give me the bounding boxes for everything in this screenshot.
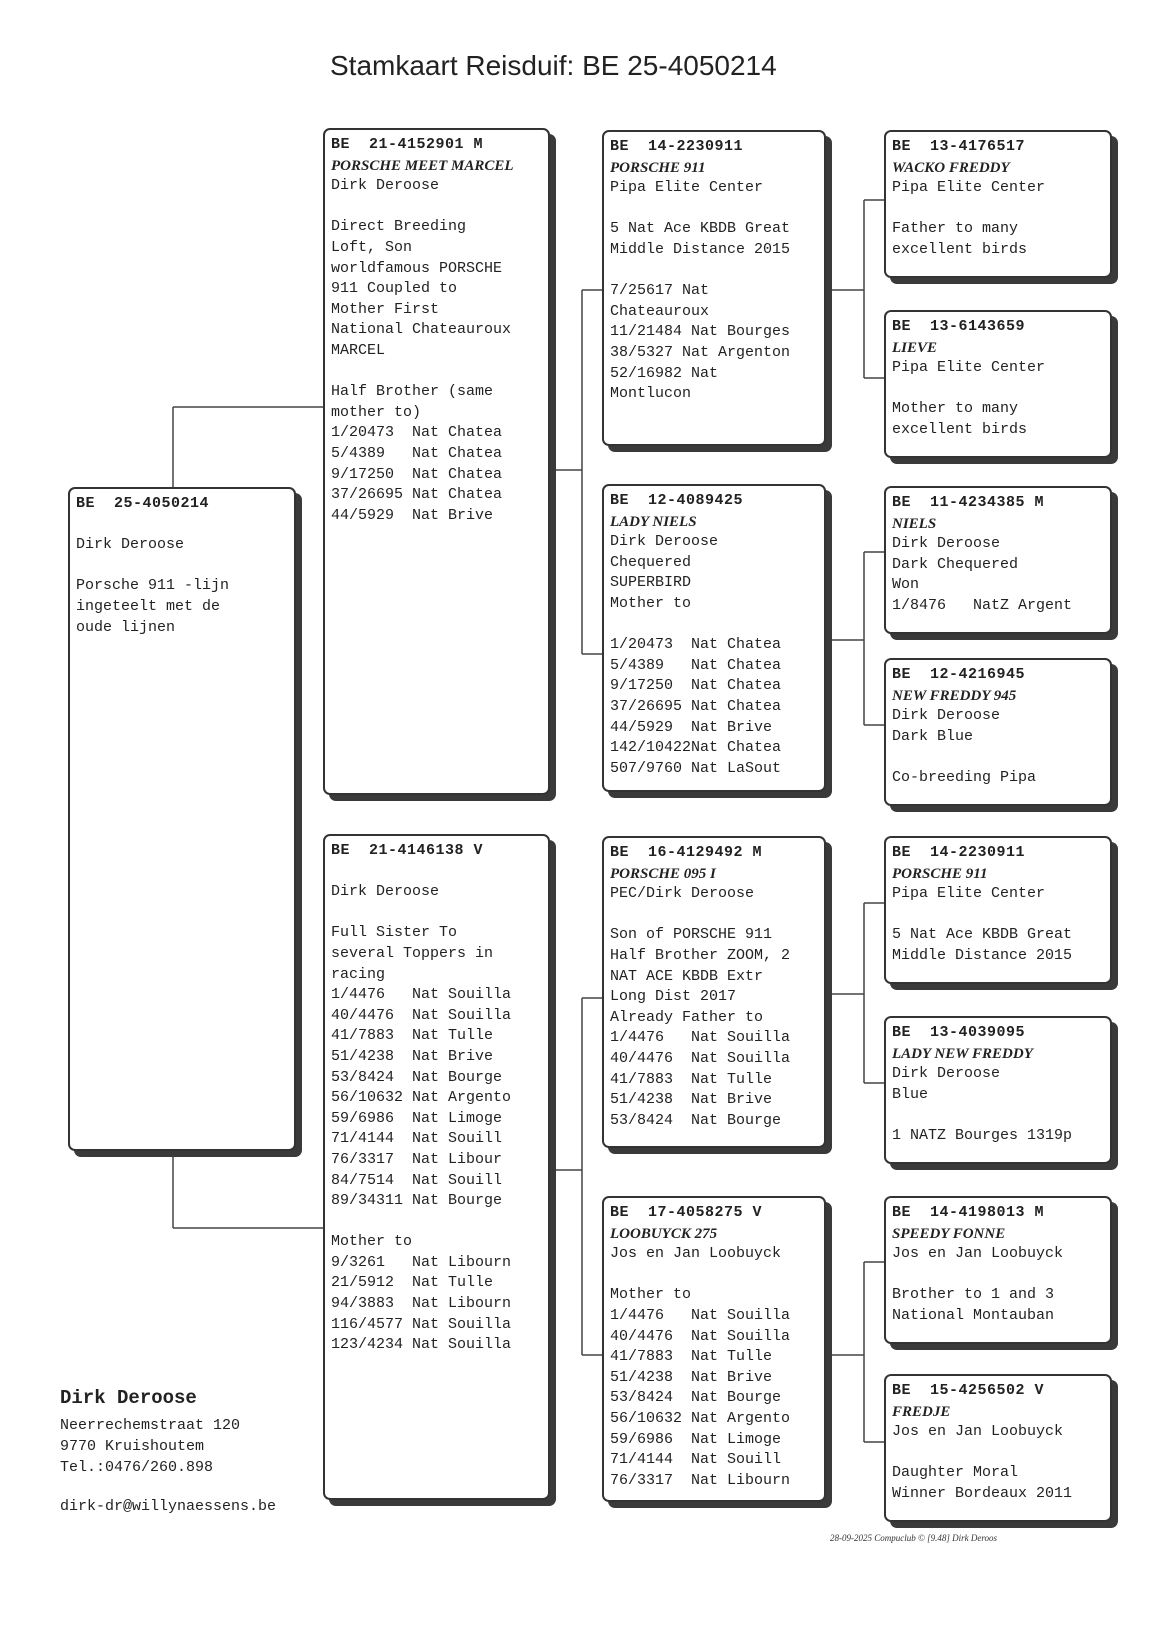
pedigree-card-ffm[interactable] (884, 310, 1112, 458)
card-line: National Montauban (892, 1306, 1055, 1324)
card-line: 9/17250 Nat Chatea (331, 465, 503, 483)
pedigree-card-mm[interactable] (602, 1196, 826, 1502)
card-line: 44/5929 Nat Brive (331, 506, 494, 524)
card-line: 911 Coupled to (331, 280, 458, 298)
card-line: 52/16982 Nat (610, 364, 719, 382)
card-line: 53/8424 Nat Bourge (610, 1389, 782, 1407)
card-line: 1/4476 Nat Souilla (610, 1306, 791, 1324)
card-line: 56/10632 Nat Argento (610, 1409, 791, 1427)
pedigree-card-father[interactable] (323, 128, 550, 795)
ring-number: BE 12-4089425 (610, 492, 744, 509)
breeder-name: Dirk Deroose (60, 1387, 197, 1409)
card-line: 76/3317 Nat Libour (331, 1150, 503, 1168)
ring-number: BE 12-4216945 (892, 666, 1026, 683)
card-line: Son of PORSCHE 911 (610, 926, 773, 944)
card-line: 11/21484 Nat Bourges (610, 323, 791, 341)
pigeon-name: NEW FREDDY 945 (892, 687, 1017, 704)
card-line: Mother to (610, 594, 692, 612)
card-line: Brother to 1 and 3 (892, 1286, 1055, 1304)
card-line: 40/4476 Nat Souilla (331, 1006, 512, 1024)
card-line: Direct Breeding (331, 218, 467, 236)
card-line: oude lijnen (76, 618, 176, 636)
card-line: Jos en Jan Loobuyck (892, 1423, 1064, 1441)
card-line: Half Brother (same (331, 383, 494, 401)
card-line: 51/4238 Nat Brive (610, 1091, 773, 1109)
pedigree-card-mmf[interactable] (884, 1196, 1112, 1344)
card-line: Dirk Deroose (331, 883, 440, 901)
card-line: 37/26695 Nat Chatea (331, 486, 503, 504)
card-line: 71/4144 Nat Souill (610, 1451, 782, 1469)
ring-number: BE 25-4050214 (76, 495, 210, 512)
pigeon-name: LADY NEW FREDDY (892, 1045, 1033, 1062)
pedigree-card-mother[interactable] (323, 834, 550, 1500)
card-line: 89/34311 Nat Bourge (331, 1192, 503, 1210)
ring-number: BE 21-4146138 V (331, 842, 484, 859)
pigeon-name: PORSCHE 095 I (610, 865, 716, 882)
card-line (610, 905, 818, 926)
card-line: 59/6986 Nat Limoge (331, 1109, 503, 1127)
card-line: Daughter Moral (892, 1464, 1019, 1482)
ring-number: BE 14-2230911 (892, 844, 1026, 861)
card-line (76, 556, 288, 577)
card-line: Chequered (610, 553, 692, 571)
ring-number: BE 13-4176517 (892, 138, 1026, 155)
ring-number: BE 17-4058275 V (610, 1204, 763, 1221)
card-line: Mother to (331, 1233, 413, 1251)
card-line (331, 903, 542, 924)
card-line: 40/4476 Nat Souilla (610, 1049, 791, 1067)
ring-number: BE 15-4256502 V (892, 1382, 1045, 1399)
card-line: Full Sister To (331, 924, 458, 942)
card-line: Pipa Elite Center (892, 885, 1046, 903)
card-line: Long Dist 2017 (610, 988, 737, 1006)
card-line: 94/3883 Nat Libourn (331, 1295, 512, 1313)
card-line (892, 747, 1104, 768)
card-line: National Chateauroux (331, 321, 512, 339)
card-line: 56/10632 Nat Argento (331, 1089, 512, 1107)
card-line: 44/5929 Nat Brive (610, 718, 773, 736)
card-line: Dark Blue (892, 727, 974, 745)
card-line: Dirk Deroose (892, 707, 1001, 725)
ring-number: BE 16-4129492 M (610, 844, 763, 861)
pigeon-name: PORSCHE 911 (892, 865, 988, 882)
pigeon-name: PORSCHE 911 (610, 159, 706, 176)
card-line: Jos en Jan Loobuyck (892, 1245, 1064, 1263)
card-line: 1/4476 Nat Souilla (610, 1029, 791, 1047)
card-line: 7/25617 Nat (610, 282, 710, 300)
card-line: Middle Distance 2015 (892, 946, 1073, 964)
card-line: Half Brother ZOOM, 2 (610, 946, 791, 964)
card-line: mother to) (331, 403, 422, 421)
pedigree-card-mmm[interactable] (884, 1374, 1112, 1522)
pedigree-card-mf[interactable] (602, 836, 826, 1148)
card-line (892, 1105, 1104, 1126)
card-line: Pipa Elite Center (892, 179, 1046, 197)
card-line: 51/4238 Nat Brive (331, 1047, 494, 1065)
card-line: Dirk Deroose (892, 1065, 1001, 1083)
pedigree-card-mfm[interactable] (884, 1016, 1112, 1164)
card-line (892, 905, 1104, 926)
card-line: several Toppers in (331, 944, 494, 962)
card-line: 9/17250 Nat Chatea (610, 677, 782, 695)
card-line: Dirk Deroose (892, 535, 1001, 553)
pedigree-card-fmf[interactable] (884, 486, 1112, 634)
card-line: 71/4144 Nat Souill (331, 1130, 503, 1148)
card-line: 5/4389 Nat Chatea (331, 444, 503, 462)
card-line (892, 1443, 1104, 1464)
card-line: 41/7883 Nat Tulle (610, 1070, 773, 1088)
pigeon-name: WACKO FREDDY (892, 159, 1010, 176)
pigeon-name: LIEVE (892, 339, 938, 356)
card-line: 41/7883 Nat Tulle (331, 1027, 494, 1045)
pedigree-card-fmm[interactable] (884, 658, 1112, 806)
card-line: SUPERBIRD (610, 574, 692, 592)
card-line: Montlucon (610, 385, 692, 403)
card-line: Pipa Elite Center (610, 179, 764, 197)
card-line: Dirk Deroose (76, 536, 185, 554)
pigeon-name: SPEEDY FONNE (892, 1225, 1006, 1242)
pigeon-name: LADY NIELS (610, 513, 697, 530)
card-line: Already Father to (610, 1008, 764, 1026)
pedigree-card-fff[interactable] (884, 130, 1112, 278)
page-title: Stamkaart Reisduif: BE 25-4050214 (330, 50, 777, 81)
card-line: excellent birds (892, 420, 1028, 438)
card-line: Chateauroux (610, 302, 710, 320)
card-line: 116/4577 Nat Souilla (331, 1315, 512, 1333)
card-line: racing (331, 965, 386, 983)
ring-number: BE 14-2230911 (610, 138, 744, 155)
card-line (76, 515, 288, 536)
card-line: 1/8476 NatZ Argent (892, 596, 1073, 614)
card-line (331, 1212, 542, 1233)
card-line: NAT ACE KBDB Extr (610, 967, 764, 985)
card-line: Mother to many (892, 400, 1019, 418)
card-line: Middle Distance 2015 (610, 240, 791, 258)
card-line: worldfamous PORSCHE (331, 259, 503, 277)
card-line: 142/10422Nat Chatea (610, 739, 782, 757)
pigeon-name: PORSCHE MEET MARCEL (331, 157, 514, 174)
pedigree-card-mff[interactable] (884, 836, 1112, 984)
card-line (610, 615, 818, 636)
card-line (331, 362, 542, 383)
card-line: Won (892, 576, 920, 594)
breeder-phone: Tel.:0476/260.898 (60, 1459, 214, 1476)
card-line (331, 862, 542, 883)
card-line: 84/7514 Nat Souill (331, 1171, 503, 1189)
ring-number: BE 21-4152901 M (331, 136, 484, 153)
card-line: 59/6986 Nat Limoge (610, 1430, 782, 1448)
ring-number: BE 13-4039095 (892, 1024, 1026, 1041)
card-line: 51/4238 Nat Brive (610, 1368, 773, 1386)
card-line: 40/4476 Nat Souilla (610, 1327, 791, 1345)
ring-number: BE 13-6143659 (892, 318, 1026, 335)
card-line: Father to many (892, 220, 1019, 238)
card-line (892, 199, 1104, 220)
pigeon-name: FREDJE (892, 1403, 951, 1420)
card-line: 21/5912 Nat Tulle (331, 1274, 494, 1292)
card-line: excellent birds (892, 240, 1028, 258)
pedigree-card-fm[interactable] (602, 484, 826, 792)
card-line: Winner Bordeaux 2011 (892, 1484, 1073, 1502)
card-line: 5 Nat Ace KBDB Great (892, 926, 1073, 944)
card-line: 41/7883 Nat Tulle (610, 1348, 773, 1366)
card-line (892, 1265, 1104, 1286)
card-line (331, 197, 542, 218)
ring-number: BE 14-4198013 M (892, 1204, 1045, 1221)
card-line: 1/20473 Nat Chatea (331, 424, 503, 442)
pigeon-name: NIELS (892, 515, 937, 532)
pedigree-card-ff[interactable] (602, 130, 826, 446)
breeder-street: Neerrechemstraat 120 (60, 1417, 241, 1434)
card-line: Mother First (331, 300, 440, 318)
breeder-email[interactable]: dirk-dr@willynaessens.be (60, 1498, 277, 1515)
card-line: Mother to (610, 1286, 692, 1304)
card-line: Dirk Deroose (610, 533, 719, 551)
card-line (610, 261, 818, 282)
card-line (610, 1265, 818, 1286)
card-line: 507/9760 Nat LaSout (610, 759, 782, 777)
card-line: 38/5327 Nat Argenton (610, 343, 791, 361)
card-line: 53/8424 Nat Bourge (610, 1111, 782, 1129)
pedigree-card-subject[interactable] (68, 487, 296, 1151)
card-line: ingeteelt met de (76, 597, 221, 615)
breeder-city: 9770 Kruishoutem (60, 1438, 205, 1455)
ring-number: BE 11-4234385 M (892, 494, 1045, 511)
card-line: 9/3261 Nat Libourn (331, 1253, 512, 1271)
card-line: 37/26695 Nat Chatea (610, 697, 782, 715)
card-line: Porsche 911 -lijn (76, 577, 230, 595)
card-line: 1/4476 Nat Souilla (331, 986, 512, 1004)
card-line: Dirk Deroose (331, 177, 440, 195)
card-line: Pipa Elite Center (892, 359, 1046, 377)
card-line: 123/4234 Nat Souilla (331, 1336, 512, 1354)
card-line: Blue (892, 1085, 929, 1103)
card-line: Loft, Son (331, 238, 413, 256)
card-line: 5/4389 Nat Chatea (610, 656, 782, 674)
card-line: 53/8424 Nat Bourge (331, 1068, 503, 1086)
card-line: Jos en Jan Loobuyck (610, 1245, 782, 1263)
card-line: 1/20473 Nat Chatea (610, 636, 782, 654)
card-line: 5 Nat Ace KBDB Great (610, 220, 791, 238)
card-line: PEC/Dirk Deroose (610, 885, 755, 903)
pigeon-name: LOOBUYCK 275 (610, 1225, 718, 1242)
card-line: MARCEL (331, 341, 386, 359)
print-footer: 28-09-2025 Compuclub © [9.48] Dirk Deroos (830, 1533, 997, 1543)
card-line: Dark Chequered (892, 555, 1019, 573)
card-line: 76/3317 Nat Libourn (610, 1471, 791, 1489)
card-line: Co-breeding Pipa (892, 768, 1037, 786)
card-line (892, 379, 1104, 400)
card-line: 1 NATZ Bourges 1319p (892, 1126, 1073, 1144)
card-line (610, 199, 818, 220)
breeder-info (60, 1388, 276, 1517)
